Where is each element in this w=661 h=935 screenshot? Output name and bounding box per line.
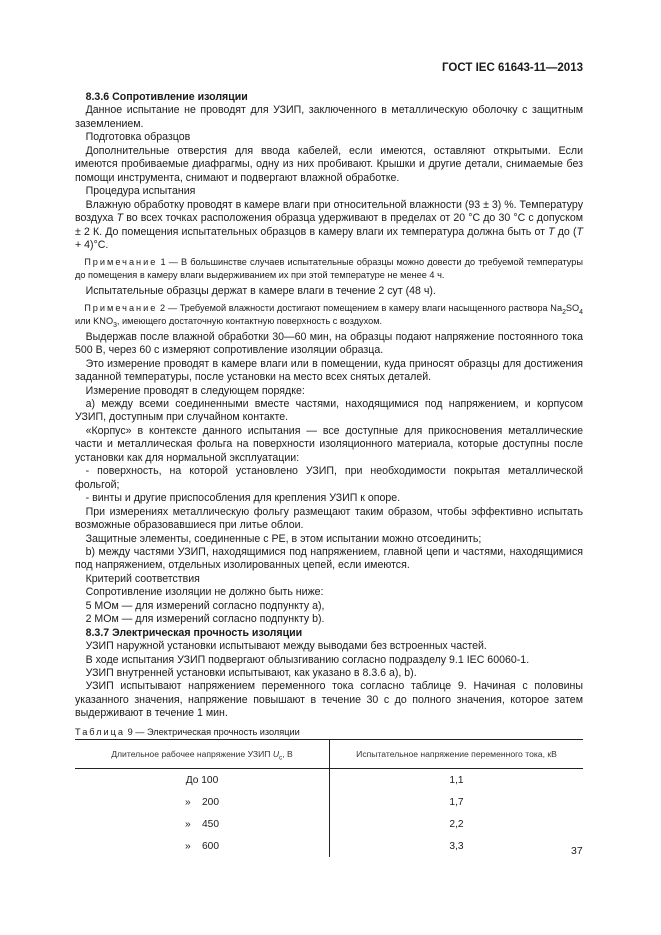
paragraph: УЗИП наружной установки испытывают между выводами без встроенных частей. [85,640,487,653]
note-text: SO [565,303,580,314]
text-run: Влажную обработку проводят в камере влаги при относительной влажности (93 ± 3) %. Температуру воздуха [75,198,583,225]
cell-rated-voltage: » 600 [75,835,330,857]
text-run: во всех точках расположения образца удерживают в пределах от 20 °С до 30 °С с допуском ± 2 К. До помещения испытательных образцов в камеру влаги их температура должна быть от [75,212,584,238]
insulation-strength-table [75,739,583,857]
paragraph: Данное испытание не проводят для УЗИП, заключенного в металлическую оболочку с защитным заземлением. [75,104,583,130]
section-8-3-6-title: 8.3.6 Сопротивление изоляции [85,91,248,103]
list-item: - винты и другие приспособления для крепления УЗИП к опоре. [85,492,401,505]
cell-test-voltage: 3,3 [449,840,464,852]
text-run: + 4)°С. [75,238,109,251]
note-1 [75,256,583,280]
note-text: , имеющего достаточную контактную поверхность с воздухом. [116,315,383,326]
variable-u: U [272,749,280,759]
cell-test-voltage: 1,7 [449,796,464,808]
paragraph: В ходе испытания УЗИП подвергают облызгиванию согласно подразделу 9.1 IEC 60060-1. [85,653,530,666]
note-label: Примечание [84,303,158,314]
note-text: 2 — Требуемой влажности достигают помещением в камеру влаги насыщенного раствора Na [157,303,563,314]
paragraph: При измерениях металлическую фольгу размещают таким образом, чтобы эффективно испытать возможные образовавшиеся при литье облои. [75,505,583,532]
table-caption-text: 9 — Электрическая прочность изоляции [125,727,300,737]
document-code-header: ГОСТ IEC 61643-11—2013 [442,62,583,74]
note-label: Примечание [84,257,158,268]
table-row [75,813,583,835]
subheading-test-procedure: Процедура испытания [85,185,196,198]
paragraph: «Корпус» в контексте данного испытания — все доступные для прикосновения металлические части и металлическая фольга на поверхности изоляционного материала, которые доступны после установки как для нормальной эксплуатации: [75,424,583,464]
subscript: 2 [562,309,566,317]
column-header-rated-voltage [75,740,330,769]
text-run: до ( [554,225,577,238]
subscript: 3 [113,321,117,329]
table-row [75,769,583,792]
paragraph: Дополнительные отверстия для ввода кабелей, если имеются, оставляют открытыми. Если имеются пробиваемые диафрагмы, одну из них пробивают. Крышки и другие детали, снимаемые без помощи инструмента, снимают и подвергают влажной обработке. [75,144,583,184]
paragraph: Выдержав после влажной обработки 30—60 мин, на образцы подают напряжение постоянного тока 500 В, через 60 с измеряют сопротивление изоляции образца. [75,330,583,357]
table-caption [75,727,300,737]
variable-t: T [116,212,124,225]
note-2 [75,302,583,329]
paragraph: Защитные элементы, соединенные с PE, в этом испытании можно отсоединить; [85,532,482,545]
cell-test-voltage: 2,2 [449,818,464,830]
list-item: 5 МОм — для измерений согласно подпункту а), [85,599,325,612]
paragraph: Испытательные образцы держат в камере влаги в течение 2 сут (48 ч). [85,284,436,297]
paragraph: УЗИП внутренней установки испытывают, как указано в 8.3.6 а), b). [85,667,417,680]
paragraph: Сопротивление изоляции не должно быть ниже: [85,586,324,599]
table-caption-label: Таблица [75,727,126,737]
paragraph: а) между всеми соединенными вместе частями, находящимися под напряжением, и корпусом УЗИП, доступным при случайном контакте. [75,397,583,424]
subscript: 4 [579,309,583,317]
header-text: , В [282,749,293,759]
paragraph: УЗИП испытывают напряжением переменного тока согласно таблице 9. Начиная с половины указанного значения, напряжение повышают в течение 30 с до полного значения, которое затем выдерживают в течение 1 мин. [75,680,583,720]
list-item: - поверхность, на которой установлено УЗИП, при необходимости покрытая металлической фольгой; [75,465,583,491]
table-header-row [75,740,583,769]
cell-rated-voltage: » 450 [75,813,330,835]
section-8-3-7-title: 8.3.7 Электрическая прочность изоляции [85,626,303,639]
table-row [75,791,583,813]
cell-test-voltage: 1,1 [449,774,464,786]
paragraph: Измерение проводят в следующем порядке: [85,384,305,397]
column-header-test-voltage: Испытательное напряжение переменного тока, кВ [330,740,584,769]
list-item: 2 МОм — для измерений согласно подпункту b). [85,613,325,626]
cell-rated-voltage: До 100 [75,769,330,792]
subheading-sample-preparation: Подготовка образцов [85,131,191,144]
paragraph-humidity [75,199,583,253]
subheading-compliance-criterion: Критерий соответствия [85,572,200,585]
subscript: c [279,754,283,762]
note-text: 1 — В большинстве случаев испытательные образцы можно довести до требуемой температуры до помещения в камеру влаги выдерживанием их при этой температуре не менее 4 ч. [75,257,583,280]
document-body [75,91,583,721]
note-text: или KNO [75,315,114,326]
paragraph: b) между частями УЗИП, находящимися под напряжением, главной цепи и частями, находящимися под напряжением, отдельных изолированных цепей, если имеются. [75,545,583,572]
variable-t: T [548,225,555,238]
variable-t: T [576,225,583,238]
paragraph: Это измерение проводят в камере влаги или в помещении, куда приносят образцы для достижения заданной температуры, после установки на место всех снятых деталей. [75,357,583,384]
header-text: Длительное рабочее напряжение УЗИП [111,749,273,759]
table-row [75,835,583,857]
cell-rated-voltage: » 200 [75,791,330,813]
page-number: 37 [571,845,583,857]
